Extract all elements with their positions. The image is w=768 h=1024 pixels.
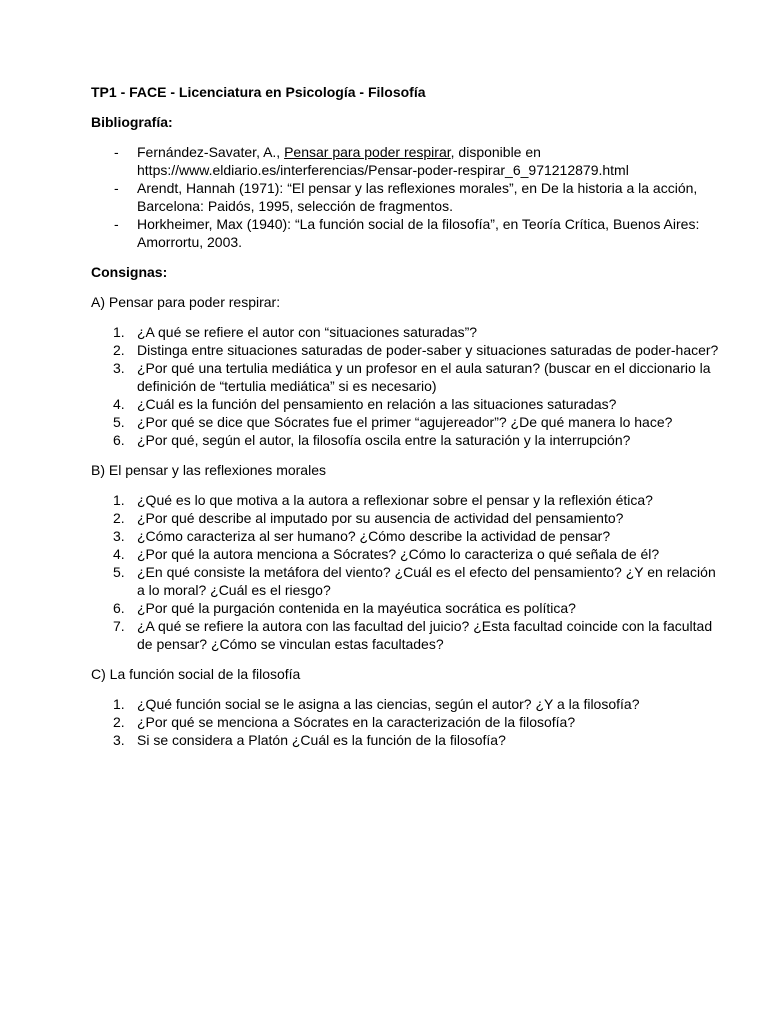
- question-text: ¿Por qué la autora menciona a Sócrates? ¿Cómo lo caracteriza o qué señala de él?: [137, 546, 660, 562]
- section-a-questions: [91, 323, 721, 449]
- question-text: ¿A qué se refiere la autora con las facultad del juicio? ¿Esta facultad coincide con la facultad de pensar? ¿Cómo se vinculan estas facultades?: [137, 618, 713, 652]
- question-item: [91, 599, 721, 617]
- list-dash: -: [114, 180, 119, 196]
- question-item: [91, 341, 721, 359]
- question-text: ¿Por qué, según el autor, la filosofía oscila entre la saturación y la interrupción?: [137, 432, 631, 448]
- question-item: [91, 509, 721, 527]
- question-text: ¿Por qué describe al imputado por su ausencia de actividad del pensamiento?: [137, 510, 624, 526]
- question-item: [91, 545, 721, 563]
- question-number: 6.: [113, 432, 125, 448]
- list-dash: -: [114, 144, 119, 160]
- question-text: ¿Por qué la purgación contenida en la mayéutica socrática es política?: [137, 600, 576, 616]
- bibliography-item: [91, 143, 721, 179]
- question-item: [91, 359, 721, 395]
- section-b-heading: B) El pensar y las reflexiones morales: [91, 462, 326, 478]
- question-item: [91, 491, 721, 509]
- question-item: [91, 731, 721, 749]
- question-number: 1.: [113, 492, 125, 508]
- question-number: 2.: [113, 510, 125, 526]
- question-number: 3.: [113, 360, 125, 376]
- question-number: 1.: [113, 696, 125, 712]
- section-c-questions: [91, 695, 721, 749]
- question-text: ¿Por qué se dice que Sócrates fue el primer “agujereador”? ¿De qué manera lo hace?: [137, 414, 673, 430]
- bibliography-title-link[interactable]: Pensar para poder respirar: [284, 144, 451, 160]
- question-number: 2.: [113, 342, 125, 358]
- question-number: 4.: [113, 396, 125, 412]
- question-number: 1.: [113, 324, 125, 340]
- question-item: [91, 431, 721, 449]
- question-text: ¿Cuál es la función del pensamiento en relación a las situaciones saturadas?: [137, 396, 617, 412]
- document-title: TP1 - FACE - Licenciatura en Psicología - Filosofía: [91, 84, 426, 100]
- question-item: [91, 617, 721, 653]
- bibliography-item: [91, 215, 721, 251]
- question-number: 7.: [113, 618, 125, 634]
- question-text: Si se considera a Platón ¿Cuál es la función de la filosofía?: [137, 732, 506, 748]
- question-text: ¿Cómo caracteriza al ser humano? ¿Cómo describe la actividad de pensar?: [137, 528, 611, 544]
- bibliography-text: Horkheimer, Max (1940): “La función social de la filosofía”, en Teoría Crítica, Buenos Aires: Amorrortu, 2003.: [137, 216, 700, 250]
- bibliography-rest: , disponible en https://www.eldiario.es/interferencias/Pensar-poder-respirar_6_971212879.html: [137, 144, 629, 178]
- question-number: 5.: [113, 564, 125, 580]
- question-item: [91, 713, 721, 731]
- question-number: 4.: [113, 546, 125, 562]
- question-item: [91, 413, 721, 431]
- question-number: 3.: [113, 528, 125, 544]
- question-number: 2.: [113, 714, 125, 730]
- bibliography-heading: Bibliografía:: [91, 114, 173, 130]
- section-b-questions: [91, 491, 721, 653]
- question-item: [91, 527, 721, 545]
- section-c-heading: C) La función social de la filosofía: [91, 666, 301, 682]
- question-text: ¿En qué consiste la metáfora del viento? ¿Cuál es el efecto del pensamiento? ¿Y en relación a lo moral? ¿Cuál es el riesgo?: [137, 564, 716, 598]
- question-number: 6.: [113, 600, 125, 616]
- section-a-heading: A) Pensar para poder respirar:: [91, 294, 281, 310]
- question-number: 5.: [113, 414, 125, 430]
- question-number: 3.: [113, 732, 125, 748]
- question-item: [91, 695, 721, 713]
- question-text: ¿Qué función social se le asigna a las ciencias, según el autor? ¿Y a la filosofía?: [137, 696, 640, 712]
- question-text: ¿Qué es lo que motiva a la autora a reflexionar sobre el pensar y la reflexión ética?: [137, 492, 653, 508]
- question-text: Distinga entre situaciones saturadas de poder-saber y situaciones saturadas de poder-hacer?: [137, 342, 719, 358]
- bibliography-author: Fernández-Savater, A.,: [137, 144, 285, 160]
- list-dash: -: [114, 216, 119, 232]
- bibliography-item: [91, 179, 721, 215]
- consignas-heading: Consignas:: [91, 264, 168, 280]
- question-item: [91, 563, 721, 599]
- question-text: ¿Por qué una tertulia mediática y un profesor en el aula saturan? (buscar en el diccionario la definición de “tertulia mediática” si es necesario): [137, 360, 711, 394]
- question-item: [91, 395, 721, 413]
- question-text: ¿Por qué se menciona a Sócrates en la caracterización de la filosofía?: [137, 714, 576, 730]
- document-content: [91, 83, 721, 749]
- question-text: ¿A qué se refiere el autor con “situaciones saturadas”?: [137, 324, 478, 340]
- question-item: [91, 323, 721, 341]
- bibliography-list: [91, 143, 721, 251]
- bibliography-text: Arendt, Hannah (1971): “El pensar y las reflexiones morales”, en De la historia a la acción, Barcelona: Paidós, 1995, selección de fragmentos.: [137, 180, 698, 214]
